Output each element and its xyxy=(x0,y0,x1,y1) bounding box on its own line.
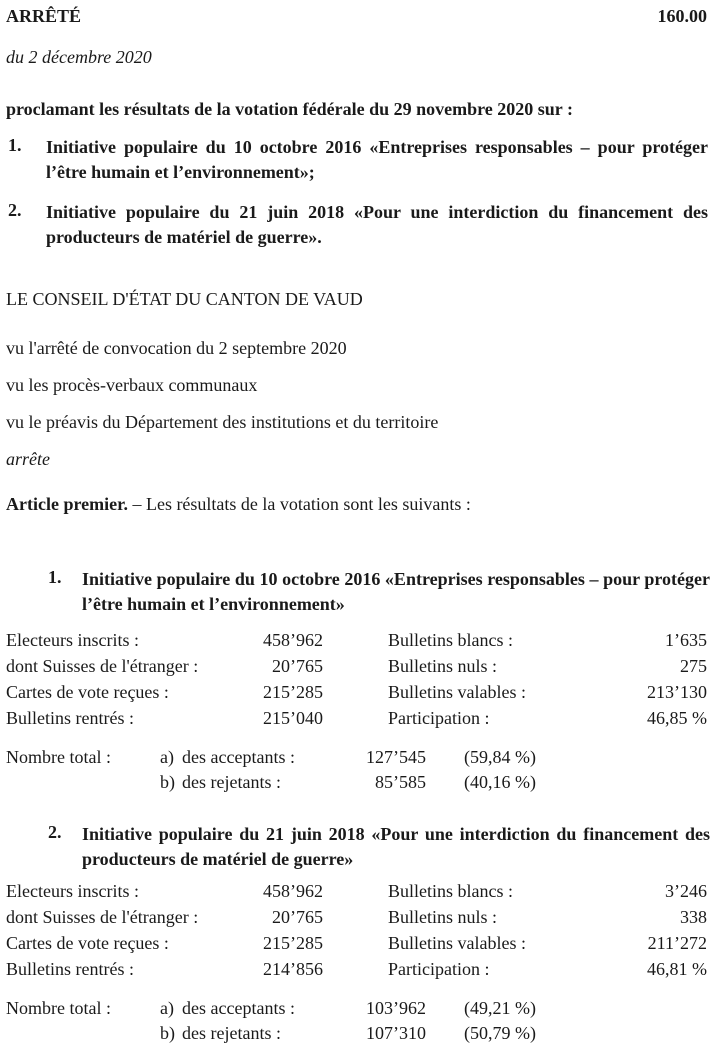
label-acceptants: des acceptants : xyxy=(182,998,295,1018)
consideration-2: vu les procès-verbaux communaux xyxy=(6,375,258,395)
value-participation: 46,81 % xyxy=(647,959,707,979)
label-participation: Participation : xyxy=(388,959,490,979)
value-participation: 46,85 % xyxy=(647,708,707,728)
label-valables: Bulletins valables : xyxy=(388,682,526,702)
label-total: Nombre total : xyxy=(6,747,111,767)
results-row xyxy=(0,630,713,656)
results-row xyxy=(0,656,713,682)
council-heading: LE CONSEIL D'ÉTAT DU CANTON DE VAUD xyxy=(6,289,363,309)
label-valables: Bulletins valables : xyxy=(388,933,526,953)
document-number: 160.00 xyxy=(657,6,707,26)
label-cartes: Cartes de vote reçues : xyxy=(6,682,169,702)
article-label: Article premier. xyxy=(6,494,128,514)
results-row xyxy=(0,907,713,933)
intro-text: proclamant les résultats de la votation fédérale du 29 novembre 2020 sur : xyxy=(6,99,573,119)
label-suisses: dont Suisses de l'étranger : xyxy=(6,907,199,927)
letter-b: b) xyxy=(160,772,175,792)
section-title-text: Initiative populaire du 21 juin 2018 «Pour une interdiction du financement des producteurs de matériel de guerre» xyxy=(82,824,710,869)
label-nuls: Bulletins nuls : xyxy=(388,907,498,927)
total-row-acceptants xyxy=(0,747,713,772)
results-row xyxy=(0,959,713,985)
object-number: 1. xyxy=(8,135,22,155)
results-row xyxy=(0,682,713,708)
value-rejetants: 107’310 xyxy=(366,1023,426,1043)
arrete-word: arrête xyxy=(6,449,50,469)
pct-acceptants: (49,21 %) xyxy=(464,998,536,1018)
letter-a: a) xyxy=(160,747,174,767)
value-suisses: 20’765 xyxy=(272,907,323,927)
label-acceptants: des acceptants : xyxy=(182,747,295,767)
object-text: Initiative populaire du 10 octobre 2016 «Entreprises responsables – pour protéger l’être humain et l’environnement»; xyxy=(46,137,708,182)
label-rejetants: des rejetants : xyxy=(182,772,281,792)
value-blancs: 1’635 xyxy=(665,630,707,650)
document-date: du 2 décembre 2020 xyxy=(6,47,152,67)
value-rentres: 215’040 xyxy=(263,708,323,728)
label-blancs: Bulletins blancs : xyxy=(388,881,513,901)
article-text: – Les résultats de la votation sont les suivants : xyxy=(127,494,471,514)
value-suisses: 20’765 xyxy=(272,656,323,676)
section-number: 2. xyxy=(48,822,62,842)
label-nuls: Bulletins nuls : xyxy=(388,656,498,676)
total-row-rejetants xyxy=(0,1023,713,1048)
results-row xyxy=(0,933,713,959)
letter-b: b) xyxy=(160,1023,175,1043)
label-suisses: dont Suisses de l'étranger : xyxy=(6,656,199,676)
section-number: 1. xyxy=(48,567,62,587)
label-cartes: Cartes de vote reçues : xyxy=(6,933,169,953)
results-row xyxy=(0,708,713,734)
article-line xyxy=(6,494,471,516)
object-number: 2. xyxy=(8,200,22,220)
total-row-acceptants xyxy=(0,998,713,1023)
document-title: ARRÊTÉ xyxy=(6,6,82,26)
label-rejetants: des rejetants : xyxy=(182,1023,281,1043)
value-blancs: 3’246 xyxy=(665,881,707,901)
value-rentres: 214’856 xyxy=(263,959,323,979)
value-inscrits: 458’962 xyxy=(263,881,323,901)
object-text: Initiative populaire du 21 juin 2018 «Pour une interdiction du financement des producteurs de matériel de guerre». xyxy=(46,202,708,247)
value-valables: 211’272 xyxy=(647,933,707,953)
total-row-rejetants xyxy=(0,772,713,797)
label-rentres: Bulletins rentrés : xyxy=(6,959,134,979)
value-nuls: 275 xyxy=(680,656,707,676)
label-inscrits: Electeurs inscrits : xyxy=(6,630,139,650)
label-inscrits: Electeurs inscrits : xyxy=(6,881,139,901)
value-rejetants: 85’585 xyxy=(375,772,426,792)
value-nuls: 338 xyxy=(680,907,707,927)
value-cartes: 215’285 xyxy=(263,933,323,953)
pct-rejetants: (40,16 %) xyxy=(464,772,536,792)
consideration-1: vu l'arrêté de convocation du 2 septembre 2020 xyxy=(6,338,347,358)
value-inscrits: 458’962 xyxy=(263,630,323,650)
label-participation: Participation : xyxy=(388,708,490,728)
value-cartes: 215’285 xyxy=(263,682,323,702)
value-valables: 213’130 xyxy=(647,682,707,702)
results-row xyxy=(0,881,713,907)
label-blancs: Bulletins blancs : xyxy=(388,630,513,650)
label-total: Nombre total : xyxy=(6,998,111,1018)
value-acceptants: 103’962 xyxy=(366,998,426,1018)
section-title-text: Initiative populaire du 10 octobre 2016 «Entreprises responsables – pour protéger l’être humain et l’environnement» xyxy=(82,569,710,614)
label-rentres: Bulletins rentrés : xyxy=(6,708,134,728)
pct-rejetants: (50,79 %) xyxy=(464,1023,536,1043)
consideration-3: vu le préavis du Département des institutions et du territoire xyxy=(6,412,439,432)
pct-acceptants: (59,84 %) xyxy=(464,747,536,767)
value-acceptants: 127’545 xyxy=(366,747,426,767)
letter-a: a) xyxy=(160,998,174,1018)
